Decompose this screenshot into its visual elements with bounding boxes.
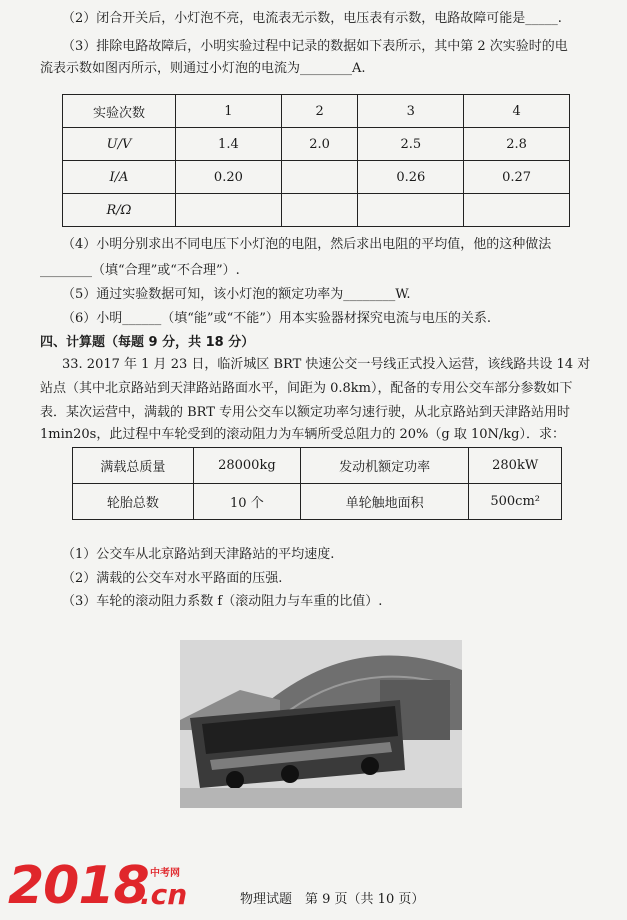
table-cell: 280kW <box>469 448 562 484</box>
table-row <box>63 128 570 161</box>
table-row <box>63 95 570 128</box>
table-cell: 满载总质量 <box>73 448 194 484</box>
sub-question: （3）车轮的滚动阻力系数 f（滚动阻力与车重的比值）. <box>62 594 383 609</box>
table-cell: 0.27 <box>464 161 570 194</box>
table-cell <box>464 194 570 227</box>
question-line: 1min20s，此过程中车轮受到的滚动阻力为车辆所受总阻力的 20%（g 取 10N/kg）．求： <box>40 427 565 442</box>
table-cell: R/Ω <box>63 194 176 227</box>
table-cell: 发动机额定功率 <box>300 448 468 484</box>
table-cell: 1.4 <box>176 128 282 161</box>
table-cell: I/A <box>63 161 176 194</box>
question-line: 站点（其中北京路站到天津路站路面水平，间距为 0.8km），配备的专用公交车部分参数如下 <box>40 381 573 396</box>
table-cell: 0.20 <box>176 161 282 194</box>
question-line: （6）小明______（填“能”或“不能”）用本实验器材探究电流与电压的关系. <box>62 311 491 326</box>
question-line: （5）通过实验数据可知，该小灯泡的额定功率为________W. <box>62 287 411 302</box>
table-row <box>73 484 562 520</box>
table-cell: 4 <box>464 95 570 128</box>
question-line: 流表示数如图丙所示，则通过小灯泡的电流为________A. <box>40 61 366 76</box>
table-row <box>63 161 570 194</box>
brt-bus-photo <box>180 640 462 808</box>
site-logo: 2018 <box>8 856 149 916</box>
table-cell: 2.0 <box>281 128 358 161</box>
table-cell: 轮胎总数 <box>73 484 194 520</box>
experiment-data-table <box>62 94 570 227</box>
table-cell: 单轮触地面积 <box>300 484 468 520</box>
table-cell: 2.8 <box>464 128 570 161</box>
table-row <box>73 448 562 484</box>
page-number: 物理试题 第 9 页（共 10 页） <box>240 892 425 907</box>
table-cell: 2 <box>281 95 358 128</box>
question-line: （4）小明分别求出不同电压下小灯泡的电阻，然后求出电阻的平均值，他的这种做法 <box>62 237 552 252</box>
table-cell: 28000kg <box>193 448 300 484</box>
table-cell: 实验次数 <box>63 95 176 128</box>
question-line: 33. 2017 年 1 月 23 日，临沂城区 BRT 快速公交一号线正式投入运营，该线路共设 14 对 <box>62 357 591 372</box>
bus-parameter-table <box>72 447 562 520</box>
table-cell <box>176 194 282 227</box>
question-line: （3）排除电路故障后，小明实验过程中记录的数据如下表所示，其中第 2 次实验时的电 <box>62 39 568 54</box>
table-cell <box>358 194 464 227</box>
table-cell: 1 <box>176 95 282 128</box>
site-logo-domain: .cn <box>140 878 188 911</box>
table-cell: 10 个 <box>193 484 300 520</box>
table-cell <box>281 194 358 227</box>
table-cell: 3 <box>358 95 464 128</box>
table-cell: U/V <box>63 128 176 161</box>
table-cell: 2.5 <box>358 128 464 161</box>
table-cell: 0.26 <box>358 161 464 194</box>
site-logo-subtitle: 中考网 <box>150 868 180 879</box>
sub-question: （1）公交车从北京路站到天津路站的平均速度. <box>62 547 335 562</box>
section-title: 四、计算题（每题 9 分，共 18 分） <box>40 335 255 350</box>
question-line: 表．某次运营中，满载的 BRT 专用公交车以额定功率匀速行驶，从北京路站到天津路站用时 <box>40 405 571 420</box>
question-line: （2）闭合开关后，小灯泡不亮，电流表无示数，电压表有示数，电路故障可能是_____. <box>62 11 562 26</box>
question-line: ________（填“合理”或“不合理”）. <box>40 263 240 278</box>
table-cell: 500cm² <box>469 484 562 520</box>
sub-question: （2）满载的公交车对水平路面的压强. <box>62 571 283 586</box>
table-cell <box>281 161 358 194</box>
table-row <box>63 194 570 227</box>
